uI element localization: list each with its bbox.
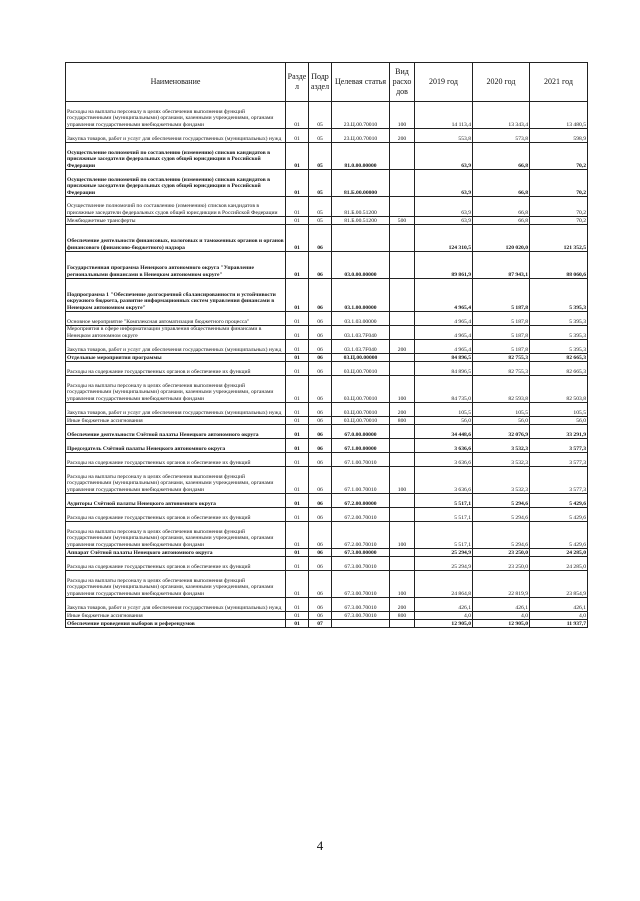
row-target-article: 81.Б.00.00000 bbox=[332, 170, 390, 197]
row-value-2020: 66,8 bbox=[473, 143, 530, 170]
header-year-2019: 2019 год bbox=[415, 63, 473, 102]
row-name: Председатель Счётной палаты Ненецкого автономного округа bbox=[66, 439, 286, 453]
row-expense-type bbox=[390, 557, 415, 571]
row-value-2021: 82 503,8 bbox=[530, 376, 588, 403]
row-value-2021: 3 577,3 bbox=[530, 453, 588, 467]
row-name: Расходы на содержание государственных органов и обеспечение их функций bbox=[66, 362, 286, 376]
table-row bbox=[66, 425, 588, 439]
row-value-2020: 23 250,0 bbox=[473, 549, 530, 557]
row-target-article: 67.3.00.70010 bbox=[332, 612, 390, 620]
row-subsection: 06 bbox=[309, 362, 332, 376]
row-expense-type: 200 bbox=[390, 340, 415, 354]
row-subsection: 06 bbox=[309, 312, 332, 326]
row-section: 01 bbox=[286, 170, 309, 197]
table-row bbox=[66, 217, 588, 225]
row-value-2021: 70,2 bbox=[530, 217, 588, 225]
row-target-article bbox=[332, 620, 390, 628]
table-row bbox=[66, 170, 588, 197]
row-value-2021: 82 665,3 bbox=[530, 362, 588, 376]
row-name: Расходы на выплаты персоналу в целях обеспечения выполнения функций государственными (муниципальными) органами, казенными учреждениями, органами управления государственными внебюджетными фондами bbox=[66, 522, 286, 549]
budget-table-sheet bbox=[65, 62, 587, 628]
row-target-article: 03.Ц.00.00000 bbox=[332, 354, 390, 362]
row-subsection: 06 bbox=[309, 340, 332, 354]
header-target-article: Целевая статья bbox=[332, 63, 390, 102]
table-row bbox=[66, 467, 588, 494]
row-value-2020: 82 755,3 bbox=[473, 362, 530, 376]
row-value-2019: 5 517,1 bbox=[415, 522, 473, 549]
row-target-article: 03.Ц.00.70010 bbox=[332, 362, 390, 376]
row-target-article: 67.2.00.70010 bbox=[332, 508, 390, 522]
row-name: Мероприятия в сфере информатизации управления общественными финансами в Ненецком автономном округе bbox=[66, 326, 286, 340]
table-row bbox=[66, 129, 588, 143]
row-value-2019: 12 905,0 bbox=[415, 620, 473, 628]
row-value-2019: 553,8 bbox=[415, 129, 473, 143]
row-name: Расходы на выплаты персоналу в целях обеспечения выполнения функций государственными (муниципальными) органами, казенными учреждениями, органами управления государственными внебюджетными фондами bbox=[66, 571, 286, 598]
row-value-2019: 4 965,4 bbox=[415, 340, 473, 354]
header-name: Наименование bbox=[66, 63, 286, 102]
row-subsection: 05 bbox=[309, 217, 332, 225]
row-value-2019: 3 636,6 bbox=[415, 453, 473, 467]
header-year-2021: 2021 год bbox=[530, 63, 588, 102]
header-expense-type: Вид расхо дов bbox=[390, 63, 415, 102]
row-subsection: 06 bbox=[309, 354, 332, 362]
row-subsection: 05 bbox=[309, 143, 332, 170]
row-name: Расходы на содержание государственных органов и обеспечение их функций bbox=[66, 508, 286, 522]
row-subsection: 05 bbox=[309, 197, 332, 217]
row-value-2021: 70,2 bbox=[530, 170, 588, 197]
row-expense-type bbox=[390, 354, 415, 362]
row-section: 01 bbox=[286, 403, 309, 417]
row-expense-type: 100 bbox=[390, 571, 415, 598]
row-expense-type: 100 bbox=[390, 102, 415, 129]
row-value-2019: 105,5 bbox=[415, 403, 473, 417]
row-subsection: 06 bbox=[309, 453, 332, 467]
row-section: 01 bbox=[286, 197, 309, 217]
row-name: Аппарат Счётной палаты Ненецкого автономного округа bbox=[66, 549, 286, 557]
row-name: Закупка товаров, работ и услуг для обеспечения государственных (муниципальных) нужд bbox=[66, 403, 286, 417]
row-section: 01 bbox=[286, 362, 309, 376]
row-section: 01 bbox=[286, 494, 309, 508]
row-target-article: 23.Ц.00.70010 bbox=[332, 102, 390, 129]
table-row bbox=[66, 549, 588, 557]
row-value-2019: 14 113,4 bbox=[415, 102, 473, 129]
row-value-2020: 5 294,6 bbox=[473, 494, 530, 508]
row-expense-type bbox=[390, 494, 415, 508]
row-section: 01 bbox=[286, 453, 309, 467]
header-section: Разде л bbox=[286, 63, 309, 102]
row-value-2019: 63,9 bbox=[415, 170, 473, 197]
row-value-2019: 25 294,9 bbox=[415, 557, 473, 571]
row-name: Иные бюджетные ассигнования bbox=[66, 417, 286, 425]
row-value-2021: 5 429,6 bbox=[530, 508, 588, 522]
row-subsection: 06 bbox=[309, 425, 332, 439]
row-subsection: 06 bbox=[309, 557, 332, 571]
row-name: Закупка товаров, работ и услуг для обеспечения государственных (муниципальных) нужд bbox=[66, 129, 286, 143]
row-value-2020: 4,0 bbox=[473, 612, 530, 620]
table-row bbox=[66, 143, 588, 170]
row-expense-type: 100 bbox=[390, 467, 415, 494]
row-value-2021: 3 577,3 bbox=[530, 467, 588, 494]
row-name: Закупка товаров, работ и услуг для обеспечения государственных (муниципальных) нужд bbox=[66, 340, 286, 354]
row-target-article: 03.Ц.00.70010 bbox=[332, 417, 390, 425]
row-target-article: 81.Б.00.51200 bbox=[332, 217, 390, 225]
table-row bbox=[66, 598, 588, 612]
row-section: 01 bbox=[286, 620, 309, 628]
row-value-2020: 82 755,3 bbox=[473, 354, 530, 362]
table-body bbox=[66, 102, 588, 628]
row-value-2019: 4 965,4 bbox=[415, 279, 473, 312]
row-value-2020: 3 532,3 bbox=[473, 439, 530, 453]
row-name: Аудиторы Счётной палаты Ненецкого автономного округа bbox=[66, 494, 286, 508]
row-value-2019: 24 864,8 bbox=[415, 571, 473, 598]
row-target-article: 81.0.00.00000 bbox=[332, 143, 390, 170]
row-value-2019: 84 896,5 bbox=[415, 362, 473, 376]
row-section: 01 bbox=[286, 522, 309, 549]
row-value-2021: 5 429,6 bbox=[530, 494, 588, 508]
row-value-2019: 63,9 bbox=[415, 197, 473, 217]
row-target-article: 67.1.00.70010 bbox=[332, 453, 390, 467]
row-value-2019: 89 861,9 bbox=[415, 252, 473, 279]
row-value-2019: 3 636,6 bbox=[415, 467, 473, 494]
budget-table bbox=[65, 62, 588, 628]
table-row bbox=[66, 453, 588, 467]
table-row bbox=[66, 102, 588, 129]
table-header-row bbox=[66, 63, 588, 102]
row-target-article: 67.3.00.70010 bbox=[332, 598, 390, 612]
row-name: Расходы на содержание государственных органов и обеспечение их функций bbox=[66, 453, 286, 467]
row-target-article: 03.1.00.00000 bbox=[332, 279, 390, 312]
row-section: 01 bbox=[286, 312, 309, 326]
row-value-2021: 13 480,5 bbox=[530, 102, 588, 129]
row-value-2021: 5 395,3 bbox=[530, 340, 588, 354]
row-expense-type bbox=[390, 197, 415, 217]
row-section: 01 bbox=[286, 217, 309, 225]
row-name: Межбюджетные трансферты bbox=[66, 217, 286, 225]
row-subsection: 06 bbox=[309, 252, 332, 279]
row-expense-type bbox=[390, 252, 415, 279]
row-subsection: 06 bbox=[309, 467, 332, 494]
row-value-2020: 66,8 bbox=[473, 217, 530, 225]
row-value-2019: 63,9 bbox=[415, 143, 473, 170]
table-row bbox=[66, 354, 588, 362]
row-expense-type bbox=[390, 143, 415, 170]
row-value-2020: 5 294,6 bbox=[473, 522, 530, 549]
row-section: 01 bbox=[286, 252, 309, 279]
row-value-2020: 5 187,8 bbox=[473, 326, 530, 340]
table-row bbox=[66, 417, 588, 425]
table-row bbox=[66, 557, 588, 571]
row-name: Подпрограмма 1 "Обеспечение долгосрочной сбалансированности и устойчивости окружного бюджета, развитие информационных систем управления финансами в Ненецком автономном округе" bbox=[66, 279, 286, 312]
row-subsection: 06 bbox=[309, 403, 332, 417]
row-expense-type: 200 bbox=[390, 598, 415, 612]
row-value-2019: 63,9 bbox=[415, 217, 473, 225]
row-value-2020: 23 250,0 bbox=[473, 557, 530, 571]
row-value-2021: 24 285,0 bbox=[530, 557, 588, 571]
row-subsection: 05 bbox=[309, 129, 332, 143]
table-row bbox=[66, 197, 588, 217]
row-expense-type bbox=[390, 439, 415, 453]
row-subsection: 06 bbox=[309, 494, 332, 508]
row-expense-type bbox=[390, 425, 415, 439]
row-value-2021: 5 429,6 bbox=[530, 522, 588, 549]
row-value-2020: 3 532,3 bbox=[473, 467, 530, 494]
row-name: Государственная программа Ненецкого автономного округа "Управление региональными финансами в Ненецком автономном округе" bbox=[66, 252, 286, 279]
row-value-2019: 4,0 bbox=[415, 612, 473, 620]
row-value-2019: 34 448,6 bbox=[415, 425, 473, 439]
row-value-2019: 426,1 bbox=[415, 598, 473, 612]
row-target-article: 67.0.00.00000 bbox=[332, 425, 390, 439]
row-name: Отдельные мероприятия программы bbox=[66, 354, 286, 362]
row-section: 01 bbox=[286, 571, 309, 598]
row-subsection: 06 bbox=[309, 508, 332, 522]
row-value-2019: 4 965,4 bbox=[415, 326, 473, 340]
row-section: 01 bbox=[286, 612, 309, 620]
row-value-2020: 120 020,0 bbox=[473, 225, 530, 252]
row-value-2021: 598,9 bbox=[530, 129, 588, 143]
row-value-2021: 88 060,6 bbox=[530, 252, 588, 279]
row-target-article: 67.2.00.70010 bbox=[332, 522, 390, 549]
row-name: Осуществление полномочий по составлению (изменению) списков кандидатов в присяжные заседатели федеральных судов общей юрисдикции в Российской Федерации bbox=[66, 170, 286, 197]
row-expense-type: 100 bbox=[390, 522, 415, 549]
row-target-article: 03.1.03.7F040 bbox=[332, 340, 390, 354]
row-value-2020: 105,5 bbox=[473, 403, 530, 417]
row-expense-type bbox=[390, 326, 415, 340]
row-value-2021: 121 352,5 bbox=[530, 225, 588, 252]
row-expense-type bbox=[390, 279, 415, 312]
row-subsection: 06 bbox=[309, 522, 332, 549]
row-name: Обеспечение проведения выборов и референдумов bbox=[66, 620, 286, 628]
row-expense-type bbox=[390, 362, 415, 376]
row-expense-type bbox=[390, 312, 415, 326]
row-expense-type: 200 bbox=[390, 129, 415, 143]
row-subsection: 06 bbox=[309, 326, 332, 340]
row-name: Расходы на выплаты персоналу в целях обеспечения выполнения функций государственными (муниципальными) органами, казенными учреждениями, органами управления государственными внебюджетными фондами bbox=[66, 102, 286, 129]
row-target-article: 23.Ц.00.70010 bbox=[332, 129, 390, 143]
row-subsection: 06 bbox=[309, 571, 332, 598]
row-subsection: 05 bbox=[309, 102, 332, 129]
row-value-2020: 66,8 bbox=[473, 170, 530, 197]
row-expense-type: 800 bbox=[390, 612, 415, 620]
row-value-2019: 4 965,4 bbox=[415, 312, 473, 326]
row-subsection: 06 bbox=[309, 376, 332, 403]
row-value-2021: 70,2 bbox=[530, 143, 588, 170]
row-target-article: 81.Б.00.51200 bbox=[332, 197, 390, 217]
table-row bbox=[66, 403, 588, 417]
row-section: 01 bbox=[286, 376, 309, 403]
row-subsection: 06 bbox=[309, 279, 332, 312]
row-value-2020: 426,1 bbox=[473, 598, 530, 612]
header-year-2020: 2020 год bbox=[473, 63, 530, 102]
row-section: 01 bbox=[286, 102, 309, 129]
row-value-2020: 573,8 bbox=[473, 129, 530, 143]
table-row bbox=[66, 522, 588, 549]
row-section: 01 bbox=[286, 340, 309, 354]
row-name: Осуществление полномочий по составлению (изменению) списков кандидатов в присяжные заседатели федеральных судов общей юрисдикции в Российской Федерации bbox=[66, 197, 286, 217]
row-value-2021: 426,1 bbox=[530, 598, 588, 612]
row-value-2021: 105,5 bbox=[530, 403, 588, 417]
row-expense-type bbox=[390, 620, 415, 628]
row-section: 01 bbox=[286, 467, 309, 494]
row-value-2020: 13 343,4 bbox=[473, 102, 530, 129]
row-value-2019: 124 310,5 bbox=[415, 225, 473, 252]
row-subsection: 06 bbox=[309, 612, 332, 620]
row-section: 01 bbox=[286, 549, 309, 557]
row-expense-type bbox=[390, 453, 415, 467]
row-section: 01 bbox=[286, 425, 309, 439]
table-row bbox=[66, 612, 588, 620]
row-value-2019: 5 517,1 bbox=[415, 494, 473, 508]
table-row bbox=[66, 571, 588, 598]
row-target-article: 03.Ц.00.70010 bbox=[332, 403, 390, 417]
row-target-article: 67.1.00.70010 bbox=[332, 467, 390, 494]
row-name: Обеспечение деятельности финансовых, налоговых и таможенных органов и органов финансового (финансово-бюджетного) надзора bbox=[66, 225, 286, 252]
page-number: 4 bbox=[316, 838, 324, 853]
row-value-2021: 5 395,3 bbox=[530, 326, 588, 340]
row-target-article: 03.1.03.7F040 bbox=[332, 326, 390, 340]
row-section: 01 bbox=[286, 598, 309, 612]
table-row bbox=[66, 620, 588, 628]
table-row bbox=[66, 252, 588, 279]
row-subsection: 06 bbox=[309, 549, 332, 557]
table-row bbox=[66, 326, 588, 340]
row-subsection: 06 bbox=[309, 225, 332, 252]
row-expense-type: 800 bbox=[390, 417, 415, 425]
row-expense-type bbox=[390, 549, 415, 557]
row-subsection: 06 bbox=[309, 598, 332, 612]
row-value-2021: 24 285,0 bbox=[530, 549, 588, 557]
row-value-2021: 5 395,3 bbox=[530, 312, 588, 326]
row-subsection: 05 bbox=[309, 170, 332, 197]
table-row bbox=[66, 312, 588, 326]
table-row bbox=[66, 376, 588, 403]
row-value-2020: 5 294,6 bbox=[473, 508, 530, 522]
row-value-2021: 56,0 bbox=[530, 417, 588, 425]
row-value-2020: 32 076,9 bbox=[473, 425, 530, 439]
row-subsection: 07 bbox=[309, 620, 332, 628]
row-value-2020: 87 943,1 bbox=[473, 252, 530, 279]
row-expense-type bbox=[390, 508, 415, 522]
row-target-article: 67.3.00.00000 bbox=[332, 549, 390, 557]
row-target-article: 67.3.00.70010 bbox=[332, 557, 390, 571]
row-value-2020: 3 532,3 bbox=[473, 453, 530, 467]
row-value-2020: 5 187,8 bbox=[473, 340, 530, 354]
row-subsection: 06 bbox=[309, 417, 332, 425]
row-value-2021: 4,0 bbox=[530, 612, 588, 620]
row-name: Расходы на выплаты персоналу в целях обеспечения выполнения функций государственными (муниципальными) органами, казенными учреждениями, органами управления государственными внебюджетными фондами bbox=[66, 376, 286, 403]
row-name: Основное мероприятие "Комплексная автоматизация бюджетного процесса" bbox=[66, 312, 286, 326]
row-value-2019: 56,0 bbox=[415, 417, 473, 425]
row-value-2019: 5 517,1 bbox=[415, 508, 473, 522]
row-value-2021: 23 854,9 bbox=[530, 571, 588, 598]
row-target-article: 67.3.00.70010 bbox=[332, 571, 390, 598]
row-name: Иные бюджетные ассигнования bbox=[66, 612, 286, 620]
row-expense-type bbox=[390, 225, 415, 252]
row-subsection: 06 bbox=[309, 439, 332, 453]
row-name: Осуществление полномочий по составлению (изменению) списков кандидатов в присяжные заседатели федеральных судов общей юрисдикции в Российской Федерации bbox=[66, 143, 286, 170]
row-name: Закупка товаров, работ и услуг для обеспечения государственных (муниципальных) нужд bbox=[66, 598, 286, 612]
row-section: 01 bbox=[286, 225, 309, 252]
table-row bbox=[66, 508, 588, 522]
row-target-article bbox=[332, 225, 390, 252]
table-row bbox=[66, 279, 588, 312]
row-value-2019: 25 294,9 bbox=[415, 549, 473, 557]
row-value-2021: 70,2 bbox=[530, 197, 588, 217]
row-name: Расходы на выплаты персоналу в целях обеспечения выполнения функций государственными (муниципальными) органами, казенными учреждениями, органами управления государственными внебюджетными фондами bbox=[66, 467, 286, 494]
row-section: 01 bbox=[286, 354, 309, 362]
row-section: 01 bbox=[286, 143, 309, 170]
table-row bbox=[66, 494, 588, 508]
row-value-2021: 5 395,3 bbox=[530, 279, 588, 312]
row-name: Обеспечение деятельности Счётной палаты Ненецкого автономного округа bbox=[66, 425, 286, 439]
row-section: 01 bbox=[286, 557, 309, 571]
row-section: 01 bbox=[286, 439, 309, 453]
row-value-2019: 84 735,0 bbox=[415, 376, 473, 403]
row-value-2019: 84 896,5 bbox=[415, 354, 473, 362]
row-value-2021: 11 937,7 bbox=[530, 620, 588, 628]
row-expense-type: 200 bbox=[390, 403, 415, 417]
row-target-article: 03.1.03.00000 bbox=[332, 312, 390, 326]
row-section: 01 bbox=[286, 417, 309, 425]
row-target-article: 67.2.00.00000 bbox=[332, 494, 390, 508]
row-section: 01 bbox=[286, 508, 309, 522]
row-name: Расходы на содержание государственных органов и обеспечение их функций bbox=[66, 557, 286, 571]
row-value-2020: 22 819,9 bbox=[473, 571, 530, 598]
row-value-2019: 3 636,6 bbox=[415, 439, 473, 453]
table-row bbox=[66, 340, 588, 354]
row-target-article: 03.Ц.00.70010 bbox=[332, 376, 390, 403]
table-row bbox=[66, 225, 588, 252]
table-row bbox=[66, 439, 588, 453]
row-value-2020: 56,0 bbox=[473, 417, 530, 425]
row-value-2021: 82 665,3 bbox=[530, 354, 588, 362]
table-row bbox=[66, 362, 588, 376]
row-target-article: 67.1.00.00000 bbox=[332, 439, 390, 453]
row-section: 01 bbox=[286, 326, 309, 340]
row-value-2021: 33 291,9 bbox=[530, 425, 588, 439]
header-subsection: Подр аздел bbox=[309, 63, 332, 102]
row-value-2020: 5 187,8 bbox=[473, 279, 530, 312]
row-expense-type: 100 bbox=[390, 376, 415, 403]
row-value-2020: 5 187,8 bbox=[473, 312, 530, 326]
row-section: 01 bbox=[286, 129, 309, 143]
row-section: 01 bbox=[286, 279, 309, 312]
row-value-2020: 82 593,8 bbox=[473, 376, 530, 403]
row-expense-type: 500 bbox=[390, 217, 415, 225]
row-value-2020: 66,8 bbox=[473, 197, 530, 217]
row-value-2020: 12 905,0 bbox=[473, 620, 530, 628]
row-value-2021: 3 577,3 bbox=[530, 439, 588, 453]
row-expense-type bbox=[390, 170, 415, 197]
row-target-article: 03.0.00.00000 bbox=[332, 252, 390, 279]
